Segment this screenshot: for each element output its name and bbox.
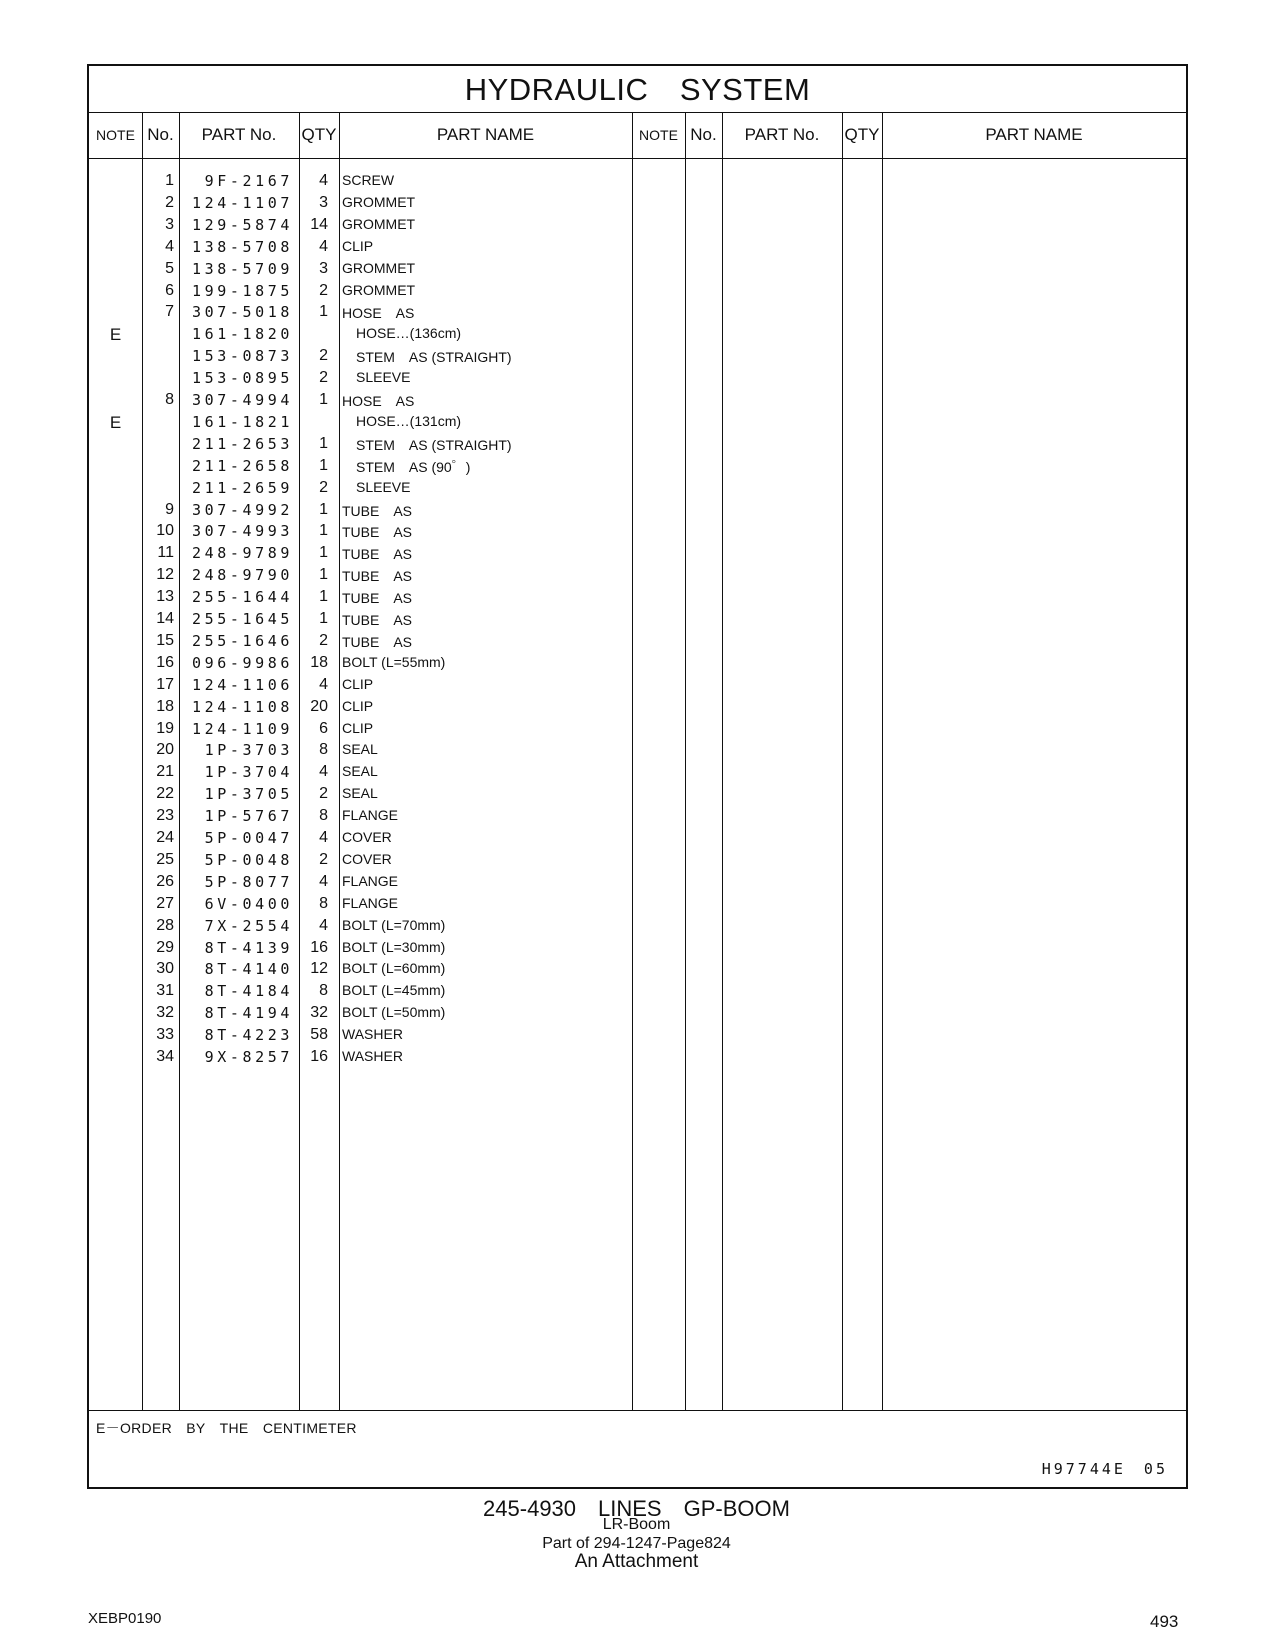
part-quantity: 2 (319, 281, 328, 299)
parts-table (87, 64, 1188, 1489)
part-number: 153-0873 (191, 347, 293, 366)
part-quantity: 1 (319, 610, 328, 627)
part-number: 124-1109 (191, 719, 293, 738)
table-row (89, 172, 1186, 195)
table-row (89, 895, 1186, 918)
part-name: CLIP (342, 237, 374, 254)
part-name: HOSE AS (342, 305, 415, 322)
part-number-index: 30 (156, 960, 174, 978)
part-name: SEAL (342, 785, 378, 802)
part-number: 8T-4184 (204, 982, 293, 1001)
table-row (89, 698, 1186, 721)
part-name: BOLT (L=55mm) (342, 653, 446, 670)
section-title: HYDRAULIC SYSTEM (89, 66, 1186, 113)
part-number-index: 19 (156, 719, 174, 737)
part-name: CLIP (342, 675, 374, 692)
part-number: 9F-2167 (204, 172, 293, 190)
part-number: 255-1644 (191, 588, 293, 607)
part-number-index: 7 (165, 303, 174, 321)
part-name: SLEEVE (356, 369, 411, 386)
part-quantity: 1 (319, 500, 328, 518)
table-row (89, 544, 1186, 567)
part-number: 6V-0400 (204, 894, 293, 913)
part-quantity: 1 (319, 456, 328, 474)
part-number: 161-1821 (191, 412, 293, 431)
part-name: HOSE…(136cm) (356, 325, 462, 342)
part-name: FLANGE (342, 807, 399, 824)
part-number-index: 34 (156, 1048, 174, 1065)
table-row (89, 457, 1186, 480)
part-number-index: 25 (156, 850, 174, 868)
part-quantity: 58 (310, 1026, 328, 1044)
part-quantity: 3 (319, 259, 328, 277)
part-number-index: 10 (156, 522, 174, 540)
part-number: 161-1820 (191, 325, 293, 344)
document-id: XEBP0190 (88, 1610, 162, 1627)
drawing-code: H97744E 05 (1041, 1460, 1168, 1478)
table-row (89, 785, 1186, 808)
part-name: HOSE AS (342, 393, 415, 409)
caption-reference: Part of 294-1247-Page824 (542, 1535, 731, 1552)
part-number: 255-1646 (191, 631, 293, 650)
part-quantity: 4 (319, 172, 328, 189)
part-number: 211-2653 (191, 434, 293, 453)
part-number-index: 29 (156, 938, 174, 956)
part-quantity: 1 (319, 566, 328, 584)
part-number-index: 21 (156, 763, 174, 781)
part-number: 124-1107 (191, 193, 293, 212)
part-number-index: 33 (156, 1026, 174, 1044)
part-number: 138-5708 (191, 237, 293, 256)
part-quantity: 2 (319, 631, 328, 649)
table-row (89, 479, 1186, 502)
part-quantity: 4 (319, 237, 328, 255)
table-row (89, 982, 1186, 1005)
part-number: 307-4993 (191, 522, 293, 541)
table-row (89, 829, 1186, 852)
part-quantity: 2 (319, 347, 328, 365)
part-name: BOLT (L=30mm) (342, 938, 446, 955)
part-quantity: 1 (319, 522, 328, 540)
part-number: 8T-4223 (204, 1026, 293, 1045)
part-name: WASHER (342, 1048, 403, 1064)
table-row (89, 1026, 1186, 1049)
part-number-index: 26 (156, 872, 174, 890)
header-no-left: No. (147, 125, 174, 144)
part-quantity: 16 (310, 938, 328, 956)
table-bottom-rule (89, 1410, 1186, 1411)
part-name: TUBE AS (342, 568, 413, 585)
part-number-index: 5 (165, 259, 174, 277)
part-quantity: 4 (319, 829, 328, 846)
part-name: TUBE AS (342, 633, 413, 650)
table-row (89, 413, 1186, 436)
header-note-right: NOTE (639, 127, 678, 143)
part-quantity: 1 (319, 544, 328, 562)
part-number-index: 17 (156, 675, 174, 693)
part-number: 5P-0048 (204, 850, 293, 869)
part-name: GROMMET (342, 215, 416, 232)
part-quantity: 32 (310, 1004, 328, 1022)
part-quantity: 1 (319, 434, 328, 452)
table-row (89, 676, 1186, 699)
table-row (89, 632, 1186, 655)
part-number: 307-4992 (191, 500, 293, 519)
part-quantity: 1 (319, 303, 328, 321)
part-name: BOLT (L=50mm) (342, 1004, 446, 1021)
part-quantity: 4 (319, 872, 328, 890)
part-number: 124-1106 (191, 675, 293, 694)
part-number: 211-2658 (191, 456, 293, 475)
part-quantity: 2 (319, 850, 328, 868)
part-name: TUBE AS (342, 590, 413, 607)
part-number: 9X-8257 (204, 1048, 293, 1066)
table-row (89, 369, 1186, 392)
table-row (89, 260, 1186, 283)
table-row (89, 807, 1186, 830)
part-number-index: 27 (156, 894, 174, 912)
part-number-index: 11 (157, 544, 174, 562)
part-quantity: 2 (319, 478, 328, 496)
part-number-index: 23 (156, 807, 174, 825)
part-quantity: 2 (319, 785, 328, 803)
part-number: 153-0895 (191, 369, 293, 388)
part-number: 8T-4139 (204, 938, 293, 957)
table-row (89, 851, 1186, 874)
part-number: 124-1108 (191, 697, 293, 716)
part-name: STEM AS (STRAIGHT) (356, 349, 512, 366)
part-name: CLIP (342, 719, 374, 736)
header-partno-right: PART No. (744, 125, 820, 144)
caption-subtitle: LR-Boom (602, 1516, 671, 1533)
part-quantity: 14 (310, 215, 328, 233)
part-number-index: 16 (156, 653, 174, 671)
part-number-index: 4 (165, 237, 174, 255)
page-number: 493 (1150, 1612, 1179, 1631)
part-name: HOSE…(131cm) (356, 412, 462, 429)
part-name: SLEEVE (356, 478, 411, 495)
part-name: BOLT (L=45mm) (342, 982, 446, 999)
table-row (89, 391, 1186, 414)
table-row (89, 1004, 1186, 1027)
part-name: WASHER (342, 1026, 403, 1043)
table-row (89, 303, 1186, 326)
part-name: BOLT (L=60mm) (342, 960, 446, 977)
part-number: 248-9789 (191, 544, 293, 563)
part-quantity: 3 (319, 193, 328, 211)
part-name: TUBE AS (342, 546, 413, 563)
table-header (89, 112, 1186, 159)
part-quantity: 4 (319, 916, 328, 934)
table-row (89, 741, 1186, 764)
part-quantity: 4 (319, 675, 328, 693)
part-quantity: 16 (310, 1048, 328, 1065)
part-number-index: 24 (156, 829, 174, 846)
part-number: 138-5709 (191, 259, 293, 278)
part-number: 096-9986 (191, 653, 293, 672)
table-row (89, 960, 1186, 983)
part-name: CLIP (342, 697, 374, 714)
part-number-index: 2 (165, 193, 174, 211)
part-number: 307-4994 (191, 391, 293, 409)
part-quantity: 8 (319, 982, 328, 1000)
part-number: 1P-3704 (204, 763, 293, 782)
part-number: 5P-8077 (204, 872, 293, 891)
table-row (89, 325, 1186, 348)
part-quantity: 8 (319, 894, 328, 912)
table-row (89, 763, 1186, 786)
part-number-index: 18 (156, 697, 174, 715)
table-row (89, 566, 1186, 589)
part-number: 8T-4140 (204, 960, 293, 979)
header-no-right: No. (690, 125, 717, 144)
part-name: COVER (342, 850, 392, 867)
part-name: FLANGE (342, 894, 399, 911)
table-row (89, 238, 1186, 261)
table-row (89, 873, 1186, 896)
part-name: STEM AS (90゜) (356, 458, 471, 475)
part-number-index: 22 (156, 785, 174, 803)
part-name: TUBE AS (342, 524, 413, 541)
part-name: TUBE AS (342, 612, 413, 628)
part-quantity: 8 (319, 741, 328, 759)
part-name: SCREW (342, 172, 395, 188)
part-quantity: 8 (319, 807, 328, 825)
part-quantity: 1 (319, 588, 328, 606)
part-name: FLANGE (342, 872, 399, 889)
part-number: 7X-2554 (204, 916, 293, 935)
part-quantity: 4 (319, 763, 328, 781)
table-row (89, 282, 1186, 305)
part-number-index: 28 (156, 916, 174, 934)
part-name: STEM AS (STRAIGHT) (356, 436, 512, 453)
part-quantity: 2 (319, 369, 328, 387)
part-number: 5P-0047 (204, 829, 293, 847)
part-number-index: 1 (165, 172, 174, 189)
table-row (89, 588, 1186, 611)
part-number-index: 6 (165, 281, 174, 299)
part-number-index: 9 (165, 500, 174, 518)
table-row (89, 610, 1186, 633)
table-row (89, 501, 1186, 524)
table-row (89, 720, 1186, 743)
part-number: 307-5018 (191, 303, 293, 322)
table-row (89, 522, 1186, 545)
part-number-index: 20 (156, 741, 174, 759)
table-row (89, 216, 1186, 239)
part-number-index: 8 (165, 391, 174, 408)
table-row (89, 654, 1186, 677)
header-qty-left: QTY (301, 125, 337, 144)
caption-attachment: An Attachment (574, 1551, 699, 1572)
header-partno-left: PART No. (201, 125, 277, 144)
part-quantity: 20 (310, 697, 328, 715)
part-number: 255-1645 (191, 610, 293, 628)
table-row (89, 347, 1186, 370)
table-row (89, 435, 1186, 458)
part-quantity: 18 (310, 653, 328, 671)
part-number: 248-9790 (191, 566, 293, 585)
part-quantity: 1 (319, 391, 328, 408)
table-row (89, 194, 1186, 217)
part-number: 199-1875 (191, 281, 293, 300)
part-name: BOLT (L=70mm) (342, 916, 446, 933)
header-note-left: NOTE (96, 127, 135, 143)
part-name: SEAL (342, 763, 378, 780)
part-name: SEAL (342, 741, 378, 758)
part-number: 8T-4194 (204, 1004, 293, 1023)
part-number-index: 32 (156, 1004, 174, 1022)
part-number-index: 31 (156, 982, 174, 1000)
table-row (89, 1048, 1186, 1071)
part-note: E (109, 325, 122, 345)
part-number: 1P-3703 (204, 741, 293, 760)
part-name: COVER (342, 829, 392, 845)
header-partname-right: PART NAME (985, 125, 1083, 144)
table-row (89, 917, 1186, 940)
table-row (89, 939, 1186, 962)
part-number: 211-2659 (191, 478, 293, 497)
caption-title: 245-4930 LINES GP-BOOM (483, 1496, 790, 1521)
part-name: GROMMET (342, 193, 416, 210)
part-number: 1P-3705 (204, 785, 293, 804)
part-number-index: 13 (156, 588, 174, 606)
part-number-index: 15 (156, 631, 174, 649)
footnote: E－ORDER BY THE CENTIMETER (96, 1420, 357, 1436)
header-partname-left: PART NAME (436, 125, 535, 144)
part-name: TUBE AS (342, 502, 413, 519)
part-name: GROMMET (342, 281, 416, 298)
header-qty-right: QTY (844, 125, 880, 144)
part-quantity: 6 (319, 719, 328, 737)
part-number: 1P-5767 (204, 807, 293, 826)
part-number-index: 14 (156, 610, 174, 627)
part-quantity: 12 (310, 960, 328, 978)
part-name: GROMMET (342, 259, 416, 276)
part-note: E (109, 412, 122, 432)
part-number-index: 12 (156, 566, 174, 584)
part-number-index: 3 (165, 215, 174, 233)
part-number: 129-5874 (191, 215, 293, 234)
